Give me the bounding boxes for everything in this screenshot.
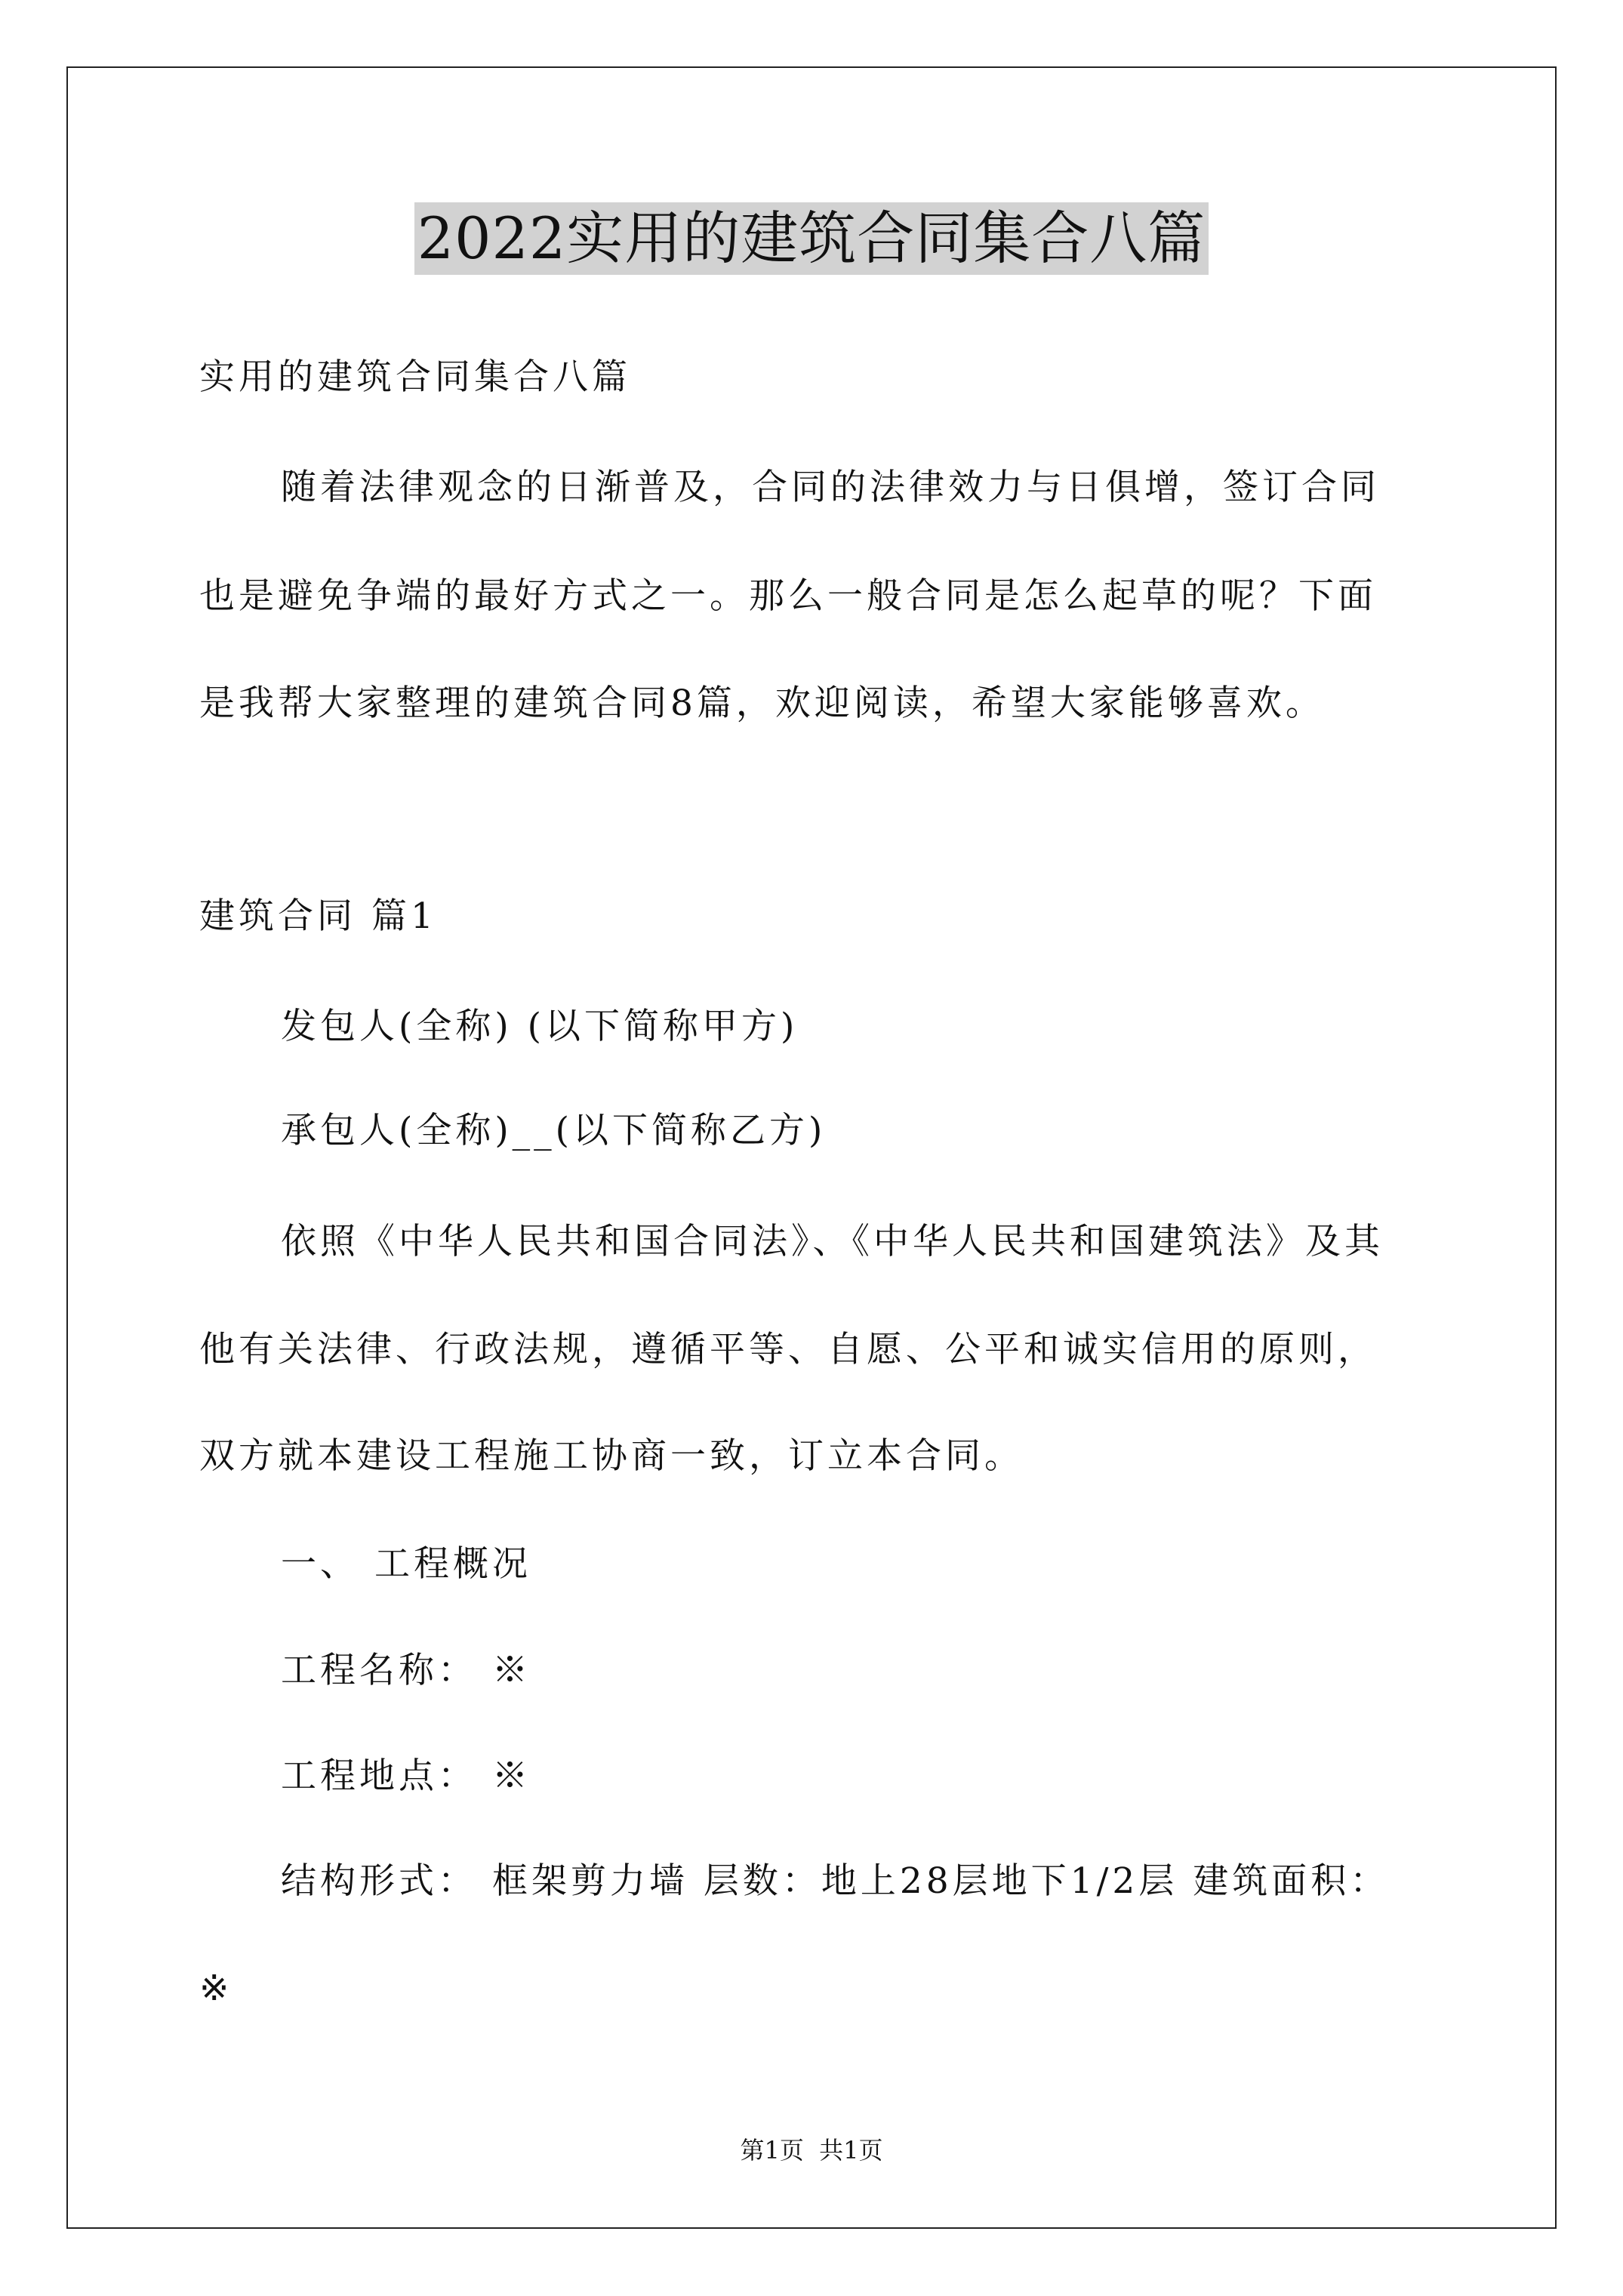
intro-line-2: 也是避免争端的最好方式之一。那么一般合同是怎么起草的呢？下面 xyxy=(199,575,1377,617)
document-subtitle: 实用的建筑合同集合八篇 xyxy=(199,356,631,398)
structure-line-1: 结构形式： 框架剪力墙 层数：地上28层地下1/2层 建筑面积： xyxy=(281,1860,1390,1902)
project-location-line: 工程地点： ※ xyxy=(281,1755,531,1797)
section-heading: 建筑合同 篇1 xyxy=(199,895,437,937)
intro-line-1: 随着法律观念的日渐普及，合同的法律效力与日俱增，签订合同 xyxy=(281,467,1380,508)
clause-heading: 一、 工程概况 xyxy=(281,1543,531,1585)
document-title xyxy=(0,202,1623,275)
structure-line-2: ※ xyxy=(199,1968,233,2009)
basis-line-1: 依照《中华人民共和国合同法》、《中华人民共和国建筑法》及其 xyxy=(281,1221,1384,1262)
intro-line-3: 是我帮大家整理的建筑合同8篇，欢迎阅读，希望大家能够喜欢。 xyxy=(199,683,1325,724)
document-title-text: 2022实用的建筑合同集合八篇 xyxy=(414,202,1209,275)
basis-line-3: 双方就本建设工程施工协商一致，订立本合同。 xyxy=(199,1435,1024,1477)
project-name-line: 工程名称： ※ xyxy=(281,1650,531,1691)
basis-line-2: 他有关法律、行政法规，遵循平等、自愿、公平和诚实信用的原则， xyxy=(199,1329,1377,1370)
party-a-line: 发包人(全称) (以下简称甲方) xyxy=(281,1006,799,1047)
party-b-line: 承包人(全称)__(以下简称乙方) xyxy=(281,1110,827,1151)
page-footer: 第1页 共1页 xyxy=(740,2136,883,2165)
